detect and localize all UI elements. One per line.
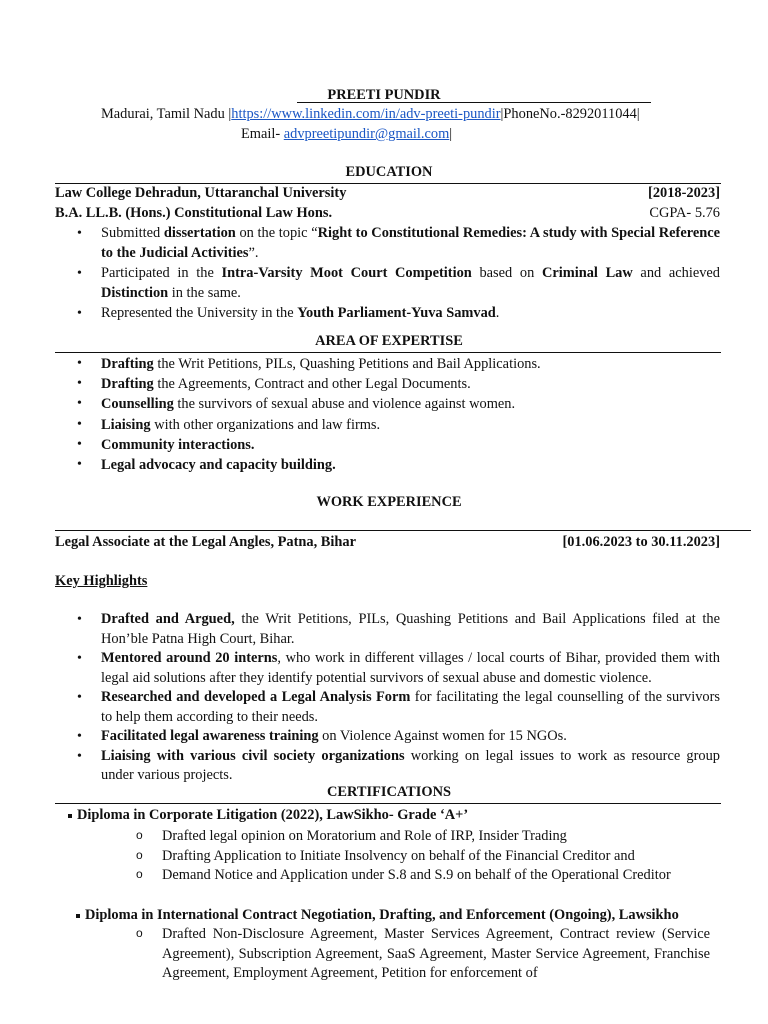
email-link[interactable]: advpreetipundir@gmail.com [283, 126, 450, 142]
email-label: Email- [241, 126, 284, 142]
expertise-heading: AREA OF EXPERTISE [315, 333, 463, 349]
institution-name: Law College Dehradun, Uttaranchal University [55, 185, 347, 201]
email-line [241, 125, 452, 145]
highlights-list [55, 610, 720, 786]
list-item: • Counselling the survivors of sexual abuse and violence against women. [55, 394, 720, 414]
list-item: • Drafting the Agreements, Contract and other Legal Documents. [55, 374, 720, 394]
work-role-row [55, 533, 720, 553]
list-item: • Facilitated legal awareness training on Violence Against women for 15 NGOs. [55, 727, 720, 747]
square-bullet-icon [68, 814, 72, 818]
list-item: • Participated in the Intra-Varsity Moot Court Competition based on Criminal Law and achieved Distinction in the same. [55, 264, 720, 303]
list-item: o Demand Notice and Application under S.8 and S.9 on behalf of the Operational Creditor [136, 866, 720, 886]
square-bullet-icon [76, 914, 80, 918]
key-highlights-title: Key Highlights [55, 573, 148, 589]
work-rule [55, 530, 751, 531]
diploma1-title: Diploma in Corporate Litigation (2022), LawSikho- Grade ‘A+’ [68, 806, 468, 826]
education-institution-row [55, 184, 720, 204]
work-role: Legal Associate at the Legal Angles, Patna, Bihar [55, 534, 356, 550]
list-item: • Drafting the Writ Petitions, PILs, Quashing Petitions and Bail Applications. [55, 354, 720, 374]
diploma2-title: Diploma in International Contract Negotiation, Drafting, and Enforcement (Ongoing), Lawsikho [76, 906, 679, 926]
cgpa: CGPA- 5.76 [649, 205, 720, 221]
linkedin-link[interactable]: https://www.linkedin.com/in/adv-preeti-pundir [231, 106, 501, 122]
work-heading: WORK EXPERIENCE [316, 494, 462, 510]
email-end: | [449, 126, 453, 142]
location-text: Madurai, Tamil Nadu | [101, 106, 232, 122]
expertise-rule [55, 352, 721, 353]
list-item: • Submitted dissertation on the topic “Right to Constitutional Remedies: A study with Special Reference to the Judicial Activities”. [55, 224, 720, 263]
list-item: • Drafted and Argued, the Writ Petitions, PILs, Quashing Petitions and Bail Applications filed at the Hon’ble Patna High Court, Bihar. [55, 610, 720, 649]
list-item: o Drafted legal opinion on Moratorium and Role of IRP, Insider Trading [136, 827, 720, 847]
certifications-rule [55, 803, 721, 804]
education-degree-row [55, 204, 720, 224]
phone-text: |PhoneNo.-8292011044| [500, 106, 640, 122]
diploma2-list [136, 925, 710, 984]
list-item: • Liaising with other organizations and law firms. [55, 415, 720, 435]
list-item: • Liaising with various civil society organizations working on legal issues to work as resource group under various projects. [55, 747, 720, 786]
work-dates: [01.06.2023 to 30.11.2023] [562, 534, 720, 550]
education-list [55, 224, 720, 324]
list-item: • Community interactions. [55, 435, 720, 455]
contact-line [101, 105, 640, 125]
list-item: • Legal advocacy and capacity building. [55, 455, 720, 475]
list-item: • Represented the University in the Youth Parliament-Yuva Samvad. [55, 304, 720, 324]
expertise-list [55, 354, 720, 475]
list-item: • Researched and developed a Legal Analysis Form for facilitating the legal counselling of the survivors to help them according to their needs. [55, 688, 720, 727]
list-item: o Drafted Non-Disclosure Agreement, Master Services Agreement, Contract review (Service Agreement), Subscription Agreement, SaaS Agreement, Master Service Agreement, Franchise Agreement, Employment Agreement, Petition for enforcement of [136, 925, 710, 984]
name-underline [297, 102, 651, 103]
degree-name: B.A. LL.B. (Hons.) Constitutional Law Hons. [55, 205, 333, 221]
list-item: • Mentored around 20 interns, who work in different villages / local courts of Bihar, provided them with legal aid solutions after they identify potential survivors of sexual abuse and domestic violence. [55, 649, 720, 688]
candidate-name: PREETI PUNDIR [327, 87, 441, 103]
list-item: o Drafting Application to Initiate Insolvency on behalf of the Financial Creditor and [136, 847, 720, 867]
certifications-heading: CERTIFICATIONS [327, 784, 451, 800]
education-heading: EDUCATION [345, 164, 433, 180]
diploma1-list [136, 827, 720, 886]
education-years: [2018-2023] [648, 185, 720, 201]
